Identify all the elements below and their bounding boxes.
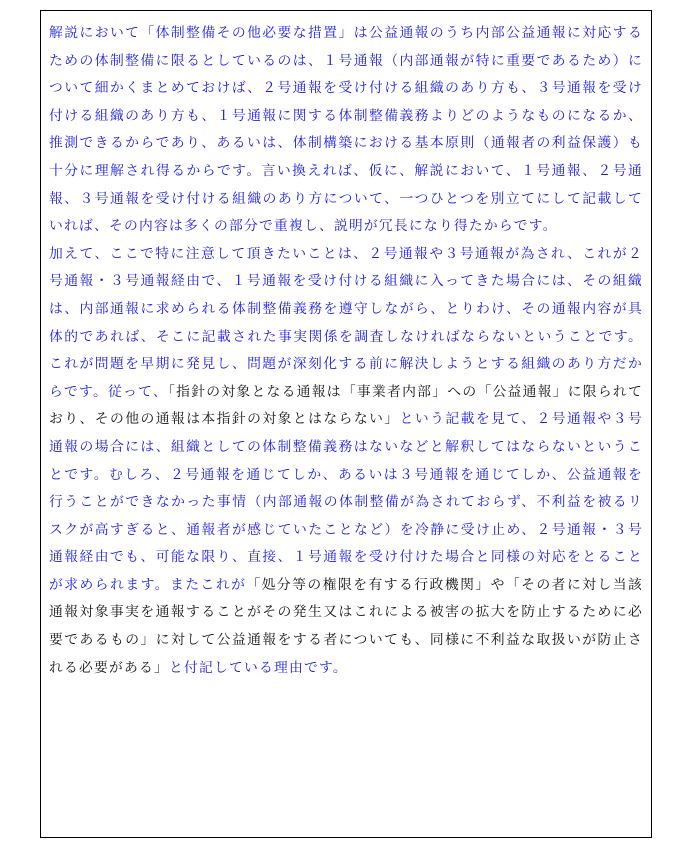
paragraph-explanation-scope xyxy=(49,20,643,241)
quoted-appendix-text: 「処分等の権限を有する行政機関」や「その者に対し当該通報対象事実を通報することがその発生又はこれによる被害の拡大を防止するために必要であるもの」に対して公益通報をする者についても、同様に不利益な取扱いが防止される必要がある」 xyxy=(49,576,643,676)
paragraph-1-text: 解説において「体制整備その他必要な措置」は公益通報のうち内部公益通報に対応するための体制整備に限るとしているのは、１号通報（内部通報が特に重要であるため）について細かくまとめておけば、２号通報を受け付ける組織のあり方も、３号通報を受け付ける組織のあり方も、１号通報に関する体制整備義務よりどのようなものになるか、推測できるからであり、あるいは、体制構築における基本原則（通報者の利益保護）も十分に理解され得るからです。言い換えれば、仮に、解説において、１号通報、２号通報、３号通報を受け付ける組織のあり方について、一つひとつを別立てにして記載していれば、その内容は多くの部分で重複し、説明が冗長になり得たからです。 xyxy=(49,25,643,235)
paragraph-additional-note xyxy=(49,241,643,683)
paragraph-2-segment-1: 加えて、ここで特に注意して頂きたいことは、２号通報や３号通報が為され、これが２号通報・３号通報経由で、１号通報を受け付ける組織に入ってきた場合には、その組織は、内部通報に求められる体制整備義務を遵守しながら、とりわけ、その通報内容が具体的であれば、そこに記載された事実関係を調査しなければならないということです。これが問題を早期に発見し、問題が深刻化する前に解決しようとする組織のあり方だからです。従って、 xyxy=(49,245,643,400)
paragraph-2-segment-3: と付記している理由です。 xyxy=(168,659,348,676)
quoted-guideline-text: 「指針の対象となる通報は「事業者内部」への「公益通報」に限られており、その他の通報は本指針の対象とはならない」 xyxy=(49,383,643,428)
document-frame xyxy=(40,10,652,838)
paragraph-2-segment-2: という記載を見て、２号通報や３号通報の場合には、組織としての体制整備義務はないなどと解釈してはならないということです。むしろ、２号通報を通じてしか、あるいは３号通報を通じてしか、公益通報を行うことができなかった事情（内部通報の体制整備が為されておらず、不利益を被るリスクが高すぎると、通報者が感じていたことなど）を冷静に受け止め、２号通報・３号通報経由でも、可能な限り、直接、１号通報を受け付けた場合と同様の対応をとることが求められます。またこれが xyxy=(49,411,643,593)
